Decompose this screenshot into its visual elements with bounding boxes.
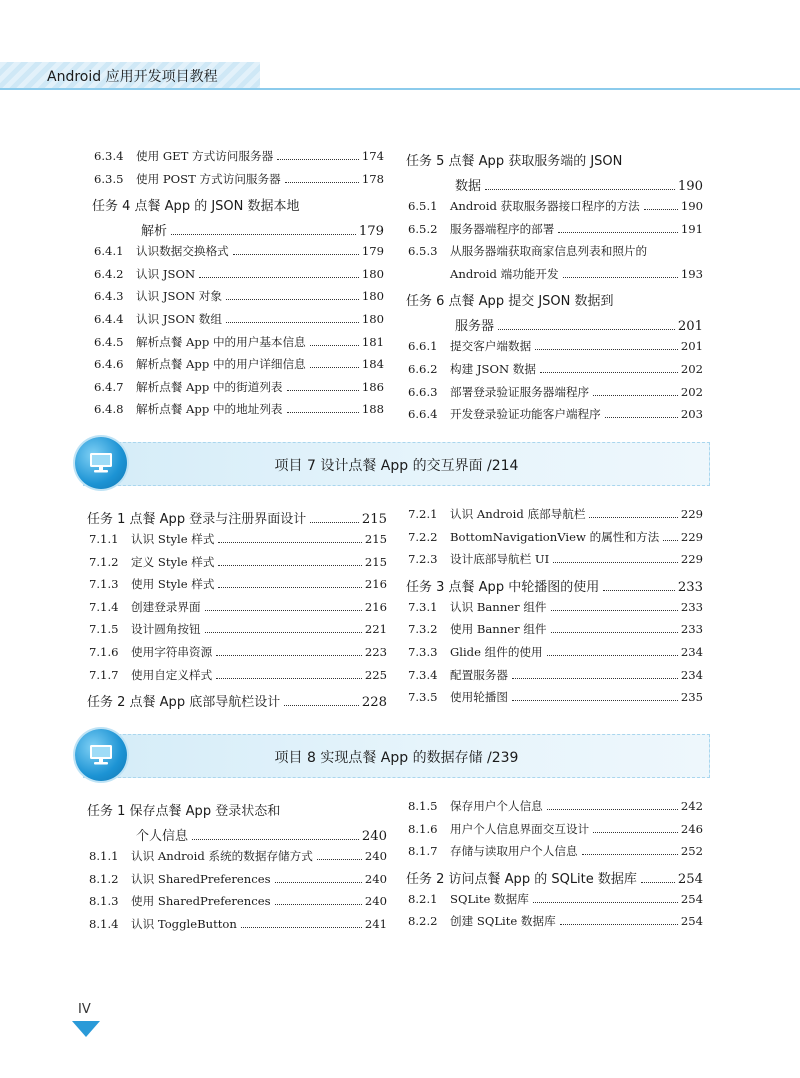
entry-title: 使用 POST 方式访问服务器 xyxy=(136,171,281,186)
entry-title: Android 获取服务器接口程序的方法 xyxy=(450,199,640,213)
toc-entry[interactable] xyxy=(406,529,703,552)
task-entry[interactable] xyxy=(87,798,387,823)
toc-column-right-project6 xyxy=(406,148,703,429)
page-number: 240 xyxy=(364,894,387,909)
entry-title: 定义 Style 样式 xyxy=(131,554,215,569)
toc-entry[interactable] xyxy=(92,266,384,289)
project8-title: 项目 8 实现点餐 App 的数据存储 /239 xyxy=(274,750,519,766)
toc-entry[interactable] xyxy=(406,843,703,866)
toc-column-right-project8 xyxy=(406,798,703,936)
toc-entry[interactable] xyxy=(87,848,387,871)
dot-leader xyxy=(218,542,361,543)
toc-column-left-project7 xyxy=(87,506,387,714)
toc-entry[interactable] xyxy=(406,198,703,221)
entry-title: 提交客户端数据 xyxy=(450,339,532,354)
page-number: 254 xyxy=(680,891,703,906)
entry-title: 使用自定义样式 xyxy=(131,667,213,682)
section-number: 6.4.4 xyxy=(94,311,124,326)
entry-title: 使用 SharedPreferences xyxy=(131,894,271,909)
section-number: 7.1.4 xyxy=(89,599,119,614)
section-number: 6.4.7 xyxy=(94,379,124,394)
dot-leader xyxy=(512,700,678,701)
dot-leader xyxy=(226,299,359,300)
toc-entry[interactable] xyxy=(87,667,387,690)
toc-entry[interactable] xyxy=(92,243,384,266)
entry-title: 解析点餐 App 中的用户详细信息 xyxy=(136,357,306,372)
toc-entry[interactable] xyxy=(406,221,703,244)
section-number: 6.6.1 xyxy=(408,339,438,354)
dot-leader xyxy=(560,924,678,925)
page-number: 233 xyxy=(680,599,703,614)
dot-leader xyxy=(216,678,362,679)
page-number: 221 xyxy=(364,622,387,637)
entry-title: 设计圆角按钮 xyxy=(131,622,201,637)
task-title: 任务 4 点餐 App 的 JSON 数据本地 xyxy=(92,199,300,215)
task-entry[interactable] xyxy=(87,689,387,714)
toc-entry[interactable] xyxy=(92,288,384,311)
project7-banner xyxy=(83,442,710,486)
toc-entry[interactable] xyxy=(406,599,703,622)
page-number: 235 xyxy=(680,690,703,705)
section-number: 7.3.4 xyxy=(408,667,438,682)
dot-leader xyxy=(284,705,359,706)
entry-title: Glide 组件的使用 xyxy=(450,644,543,659)
section-number: 7.2.1 xyxy=(408,507,438,521)
entry-title: 解析点餐 App 中的地址列表 xyxy=(136,402,283,417)
page-number: 223 xyxy=(364,644,387,659)
dot-leader xyxy=(558,232,678,233)
toc-column-left-project6 xyxy=(92,148,384,424)
folio-triangle xyxy=(72,1021,100,1037)
page-number: 240 xyxy=(364,849,387,863)
entry-title: 使用 GET 方式访问服务器 xyxy=(136,149,274,163)
task-title-continued: 个人信息 xyxy=(136,829,189,844)
page-number: 179 xyxy=(361,244,384,259)
dot-leader xyxy=(277,159,359,160)
section-number: 8.1.1 xyxy=(89,849,119,863)
entry-title: 部署登录验证服务器端程序 xyxy=(450,384,590,399)
section-number: 7.1.7 xyxy=(89,667,119,682)
entry-title: 设计底部导航栏 UI xyxy=(450,552,550,567)
dot-leader xyxy=(205,610,362,611)
toc-entry[interactable] xyxy=(87,599,387,622)
page-number: 180 xyxy=(361,266,384,281)
entry-title: 认识 ToggleButton xyxy=(131,916,237,931)
entry-title: 使用轮播图 xyxy=(450,690,508,705)
toc-entry[interactable] xyxy=(87,916,387,939)
page-folio: IV xyxy=(78,1002,91,1017)
section-number: 7.1.6 xyxy=(89,644,119,659)
entry-title-continued: Android 端功能开发 xyxy=(450,266,559,281)
page-number: 215 xyxy=(361,512,387,527)
toc-entry[interactable] xyxy=(92,379,384,402)
dot-leader xyxy=(553,562,678,563)
toc-entry[interactable] xyxy=(87,531,387,554)
dot-leader xyxy=(275,882,362,883)
page-number: 186 xyxy=(361,379,384,394)
dot-leader xyxy=(547,809,678,810)
dot-leader xyxy=(593,832,678,833)
dot-leader xyxy=(644,209,678,210)
page-number: 233 xyxy=(680,622,703,637)
page-number: 228 xyxy=(361,695,387,711)
dot-leader xyxy=(498,329,675,330)
section-number: 7.2.2 xyxy=(408,529,438,544)
entry-title: 认识 Banner 组件 xyxy=(450,599,547,614)
entry-title: 创建 SQLite 数据库 xyxy=(450,914,556,929)
toc-entry[interactable] xyxy=(87,871,387,894)
dot-leader xyxy=(241,927,362,928)
entry-title: 用户个人信息界面交互设计 xyxy=(450,821,590,836)
section-number: 6.4.8 xyxy=(94,402,124,417)
section-number: 7.1.2 xyxy=(89,554,119,569)
dot-leader xyxy=(310,345,359,346)
page-number: 174 xyxy=(361,149,384,163)
toc-entry[interactable] xyxy=(92,356,384,379)
task-entry-continued[interactable] xyxy=(406,173,703,198)
page-number: 216 xyxy=(364,599,387,614)
section-number: 6.4.5 xyxy=(94,334,124,349)
toc-entry[interactable] xyxy=(406,913,703,936)
entry-title: 解析点餐 App 中的街道列表 xyxy=(136,379,283,394)
section-number: 7.1.5 xyxy=(89,622,119,637)
dot-leader xyxy=(603,590,675,591)
toc-entry[interactable] xyxy=(87,621,387,644)
entry-title: 认识 JSON 对象 xyxy=(136,289,222,304)
dot-leader xyxy=(199,277,359,278)
page-number: 203 xyxy=(680,407,703,422)
entry-title: 认识 Android 底部导航栏 xyxy=(450,507,586,521)
toc-column-right-project7 xyxy=(406,506,703,712)
dot-leader xyxy=(663,540,678,541)
section-number: 7.1.3 xyxy=(89,577,119,592)
project7-title: 项目 7 设计点餐 App 的交互界面 /214 xyxy=(274,458,519,474)
section-number: 6.4.3 xyxy=(94,289,124,304)
header-rule xyxy=(0,88,800,90)
page-number: 254 xyxy=(680,914,703,929)
entry-title: 存储与读取用户个人信息 xyxy=(450,844,578,859)
dot-leader xyxy=(641,882,675,883)
dot-leader xyxy=(226,322,359,323)
page-number: 193 xyxy=(680,266,703,281)
entry-title: 使用字符串资源 xyxy=(131,644,213,659)
task-entry[interactable] xyxy=(406,574,703,599)
page-number: 240 xyxy=(364,871,387,886)
task-entry[interactable] xyxy=(92,193,384,218)
toc-column-left-project8 xyxy=(87,798,387,938)
dot-leader xyxy=(216,655,362,656)
entry-title: 保存用户个人信息 xyxy=(450,799,543,813)
task-entry-continued[interactable] xyxy=(406,313,703,338)
toc-entry[interactable] xyxy=(406,338,703,361)
toc-entry[interactable] xyxy=(406,891,703,914)
entry-title: 使用 Style 样式 xyxy=(131,577,215,592)
entry-title: 开发登录验证功能客户端程序 xyxy=(450,407,601,422)
page-number: 246 xyxy=(680,821,703,836)
dot-leader xyxy=(285,182,359,183)
project8-banner xyxy=(83,734,710,778)
task-title: 任务 5 点餐 App 获取服务端的 JSON xyxy=(406,154,623,169)
entry-title: 认识 Android 系统的数据存储方式 xyxy=(131,849,313,863)
running-header-title: Android 应用开发项目教程 xyxy=(47,69,218,85)
section-number: 6.6.2 xyxy=(408,361,438,376)
page-number: 229 xyxy=(680,552,703,567)
toc-entry[interactable] xyxy=(406,506,703,529)
section-number: 6.4.1 xyxy=(94,244,124,259)
dot-leader xyxy=(535,349,678,350)
page-number: 225 xyxy=(364,667,387,682)
page-number: 215 xyxy=(364,532,387,546)
section-number: 7.3.3 xyxy=(408,644,438,659)
task-entry-continued[interactable] xyxy=(87,823,387,848)
section-number: 6.5.1 xyxy=(408,199,438,213)
section-number: 6.3.4 xyxy=(94,149,124,163)
section-number: 6.5.3 xyxy=(408,244,438,259)
dot-leader xyxy=(540,372,678,373)
task-entry-continued[interactable] xyxy=(92,218,384,243)
section-number: 6.3.5 xyxy=(94,171,124,186)
page-number: 240 xyxy=(361,829,387,844)
page-number: 178 xyxy=(361,171,384,186)
dot-leader xyxy=(551,632,678,633)
toc-entry[interactable] xyxy=(92,311,384,334)
dot-leader xyxy=(287,412,359,413)
toc-entry[interactable] xyxy=(406,689,703,712)
section-number: 6.4.2 xyxy=(94,266,124,281)
entry-title: 服务器端程序的部署 xyxy=(450,221,555,236)
dot-leader xyxy=(512,678,678,679)
toc-entry[interactable] xyxy=(87,576,387,599)
section-number: 7.2.3 xyxy=(408,552,438,567)
section-number: 7.3.2 xyxy=(408,622,438,637)
section-number: 8.1.6 xyxy=(408,821,438,836)
dot-leader xyxy=(593,395,678,396)
toc-entry[interactable] xyxy=(406,384,703,407)
toc-entry[interactable] xyxy=(87,554,387,577)
section-number: 7.1.1 xyxy=(89,532,119,546)
toc-entry[interactable] xyxy=(406,644,703,667)
page-number: 234 xyxy=(680,644,703,659)
dot-leader xyxy=(233,254,359,255)
toc-entry[interactable] xyxy=(92,401,384,424)
dot-leader xyxy=(563,277,678,278)
page-number: 202 xyxy=(680,384,703,399)
page-number: 229 xyxy=(680,529,703,544)
page-number: 188 xyxy=(361,402,384,417)
section-number: 8.1.7 xyxy=(408,844,438,859)
task-entry[interactable] xyxy=(406,866,703,891)
entry-title: 认识 JSON 数组 xyxy=(136,311,222,326)
task-title: 任务 1 点餐 App 登录与注册界面设计 xyxy=(87,512,307,527)
page-number: 241 xyxy=(364,916,387,931)
dot-leader xyxy=(317,859,362,860)
dot-leader xyxy=(605,417,678,418)
entry-title: 从服务器端获取商家信息列表和照片的 xyxy=(450,244,648,259)
toc-entry[interactable] xyxy=(406,798,703,821)
dot-leader xyxy=(287,390,359,391)
toc-entry[interactable] xyxy=(406,361,703,384)
page-number: 229 xyxy=(680,507,703,521)
section-number: 8.1.2 xyxy=(89,871,119,886)
section-number: 8.2.1 xyxy=(408,891,438,906)
section-number: 8.1.5 xyxy=(408,799,438,813)
section-number: 8.1.3 xyxy=(89,894,119,909)
section-number: 7.3.5 xyxy=(408,690,438,705)
page-number: 216 xyxy=(364,577,387,592)
entry-title: BottomNavigationView 的属性和方法 xyxy=(450,529,660,544)
section-number: 6.6.4 xyxy=(408,407,438,422)
page-number: 184 xyxy=(361,357,384,372)
toc-entry[interactable] xyxy=(406,243,703,266)
task-title: 任务 3 点餐 App 中轮播图的使用 xyxy=(406,579,600,595)
entry-title: 配置服务器 xyxy=(450,667,508,682)
page-number: 180 xyxy=(361,289,384,304)
task-title: 任务 6 点餐 App 提交 JSON 数据到 xyxy=(406,294,614,310)
dot-leader xyxy=(533,902,678,903)
page-number: 201 xyxy=(677,319,703,335)
entry-title: 认识 SharedPreferences xyxy=(131,871,271,886)
entry-title: 认识数据交换格式 xyxy=(136,244,229,259)
toc-entry[interactable] xyxy=(92,171,384,194)
toc-entry[interactable] xyxy=(92,148,384,171)
task-title: 任务 2 点餐 App 底部导航栏设计 xyxy=(87,695,281,711)
task-title-continued: 数据 xyxy=(455,179,482,194)
dot-leader xyxy=(485,189,675,190)
task-title: 任务 2 访问点餐 App 的 SQLite 数据库 xyxy=(406,871,637,887)
page-number: 181 xyxy=(361,334,384,349)
page-number: 202 xyxy=(680,361,703,376)
toc-entry[interactable] xyxy=(87,644,387,667)
toc-entry-continued[interactable] xyxy=(406,266,703,289)
dot-leader xyxy=(218,587,361,588)
dot-leader xyxy=(547,655,678,656)
toc-entry[interactable] xyxy=(406,667,703,690)
section-number: 7.3.1 xyxy=(408,599,438,614)
section-number: 8.1.4 xyxy=(89,916,119,931)
toc-entry[interactable] xyxy=(406,551,703,574)
task-title-continued: 解析 xyxy=(141,224,168,240)
toc-entry[interactable] xyxy=(406,621,703,644)
task-title: 任务 1 保存点餐 App 登录状态和 xyxy=(87,804,281,819)
task-title-continued: 服务器 xyxy=(455,319,495,335)
dot-leader xyxy=(310,522,359,523)
dot-leader xyxy=(310,367,359,368)
toc-entry[interactable] xyxy=(87,893,387,916)
page-number: 179 xyxy=(358,224,384,240)
page-number: 234 xyxy=(680,667,703,682)
page-number: 215 xyxy=(364,554,387,569)
entry-title: 创建登录界面 xyxy=(131,599,201,614)
dot-leader xyxy=(205,632,362,633)
page-number: 190 xyxy=(677,179,703,194)
entry-title: 认识 JSON xyxy=(136,266,196,281)
section-number: 6.5.2 xyxy=(408,221,438,236)
dot-leader xyxy=(551,610,678,611)
page-number: 242 xyxy=(680,799,703,813)
dot-leader xyxy=(192,839,359,840)
task-entry[interactable] xyxy=(406,148,703,173)
entry-title: 构建 JSON 数据 xyxy=(450,361,536,376)
dot-leader xyxy=(582,854,678,855)
page-number: 180 xyxy=(361,311,384,326)
toc-entry[interactable] xyxy=(406,406,703,429)
section-number: 6.6.3 xyxy=(408,384,438,399)
toc-entry[interactable] xyxy=(92,334,384,357)
entry-title: SQLite 数据库 xyxy=(450,891,529,906)
entry-title: 认识 Style 样式 xyxy=(131,532,215,546)
task-entry[interactable] xyxy=(406,288,703,313)
dot-leader xyxy=(218,565,361,566)
section-number: 8.2.2 xyxy=(408,914,438,929)
page-number: 233 xyxy=(677,579,703,595)
page-number: 201 xyxy=(680,339,703,354)
entry-title: 使用 Banner 组件 xyxy=(450,622,547,637)
entry-title: 解析点餐 App 中的用户基本信息 xyxy=(136,334,306,349)
page-number: 254 xyxy=(677,871,703,887)
toc-entry[interactable] xyxy=(406,821,703,844)
page-number: 191 xyxy=(680,221,703,236)
dot-leader xyxy=(589,517,677,518)
task-entry[interactable] xyxy=(87,506,387,531)
page-number: 252 xyxy=(680,844,703,859)
page-number: 190 xyxy=(680,199,703,213)
dot-leader xyxy=(275,904,362,905)
dot-leader xyxy=(171,234,356,235)
section-number: 6.4.6 xyxy=(94,357,124,372)
